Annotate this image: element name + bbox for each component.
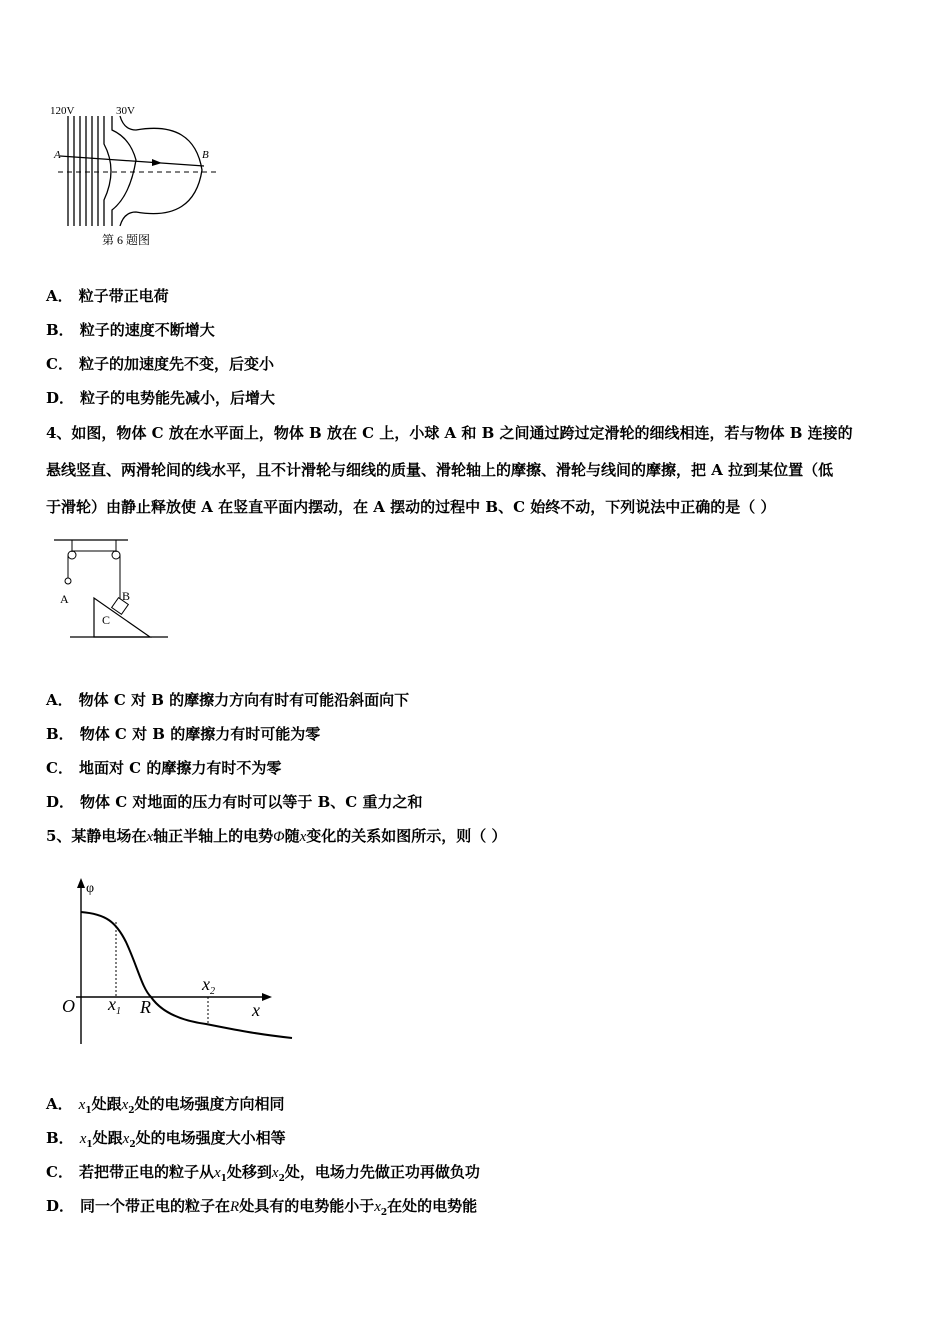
label-c: C (102, 613, 111, 627)
q5-option-c: C． 若把带正电的粒子从$x_1$处移到$x_2$处，电场力先做正功再做负功 (46, 1163, 480, 1184)
label-30v: 30V (116, 105, 135, 117)
label-a: A (60, 592, 69, 606)
q4-stem-line1: 4、如图，物体 C 放在水平面上，物体 B 放在 C 上，小球 A 和 B 之间通过跨过定滑轮的细线相连，若与物体 B 连接的 (46, 424, 853, 442)
q5-option-b: B． $x_1$处跟$x_2$处的电场强度大小相等 (46, 1129, 286, 1150)
equipotential-figure (44, 100, 224, 250)
q3-option-c: C． 粒子的加速度先不变，后变小 (46, 355, 274, 373)
label-x2: $x_2$ (202, 974, 215, 997)
label-x-axis: x (252, 1000, 260, 1020)
potential-curve (81, 912, 292, 1038)
q4-option-c: C． 地面对 C 的摩擦力有时不为零 (46, 759, 282, 777)
right-pulley (112, 551, 120, 559)
q3-option-b: B． 粒子的速度不断增大 (46, 321, 215, 339)
label-origin: O (62, 996, 75, 1016)
label-b: B (122, 589, 131, 603)
q4-option-d: D． 物体 C 对地面的压力有时可以等于 B、C 重力之和 (46, 793, 423, 811)
q5-option-d: D． 同一个带正电的粒子在R处具有的电势能小于$x_2$在处的电势能 (46, 1197, 478, 1218)
q3-option-d: D． 粒子的电势能先减小，后增大 (46, 389, 276, 407)
ball-a (65, 578, 71, 584)
left-pulley (68, 551, 76, 559)
q4-option-b: B． 物体 C 对 B 的摩擦力有时可能为零 (46, 725, 321, 743)
q5-stem: 5、某静电场在x轴正半轴上的电势Φ随x变化的关系如图所示，则（ ） (46, 827, 507, 845)
pulley-figure (52, 536, 177, 644)
label-r: R (140, 997, 151, 1017)
q4-option-a: A． 物体 C 对 B 的摩擦力方向有时有可能沿斜面向下 (46, 691, 410, 709)
q3-option-a: A． 粒子带正电荷 (46, 287, 169, 305)
q4-stem-line2: 悬线竖直、两滑轮间的线水平，且不计滑轮与细线的质量、滑轮轴上的摩擦、滑轮与线间的摩擦，把 A 拉到某位置（低 (46, 461, 834, 479)
label-120v: 120V (50, 105, 75, 117)
figure-caption: 第 6 题图 (102, 233, 151, 247)
q4-stem-line3: 于滑轮）由静止释放使 A 在竖直平面内摆动，在 A 摆动的过程中 B、C 始终不动，下列说法中正确的是（ ） (46, 498, 776, 516)
label-x1: $x_1$ (108, 994, 121, 1017)
q5-option-a: A． $x_1$处跟$x_2$处的电场强度方向相同 (46, 1095, 285, 1116)
potential-graph (56, 876, 296, 1046)
particle-path (60, 156, 204, 166)
label-b: B (202, 149, 209, 161)
label-phi: φ (86, 881, 95, 896)
label-a: A (54, 149, 61, 161)
